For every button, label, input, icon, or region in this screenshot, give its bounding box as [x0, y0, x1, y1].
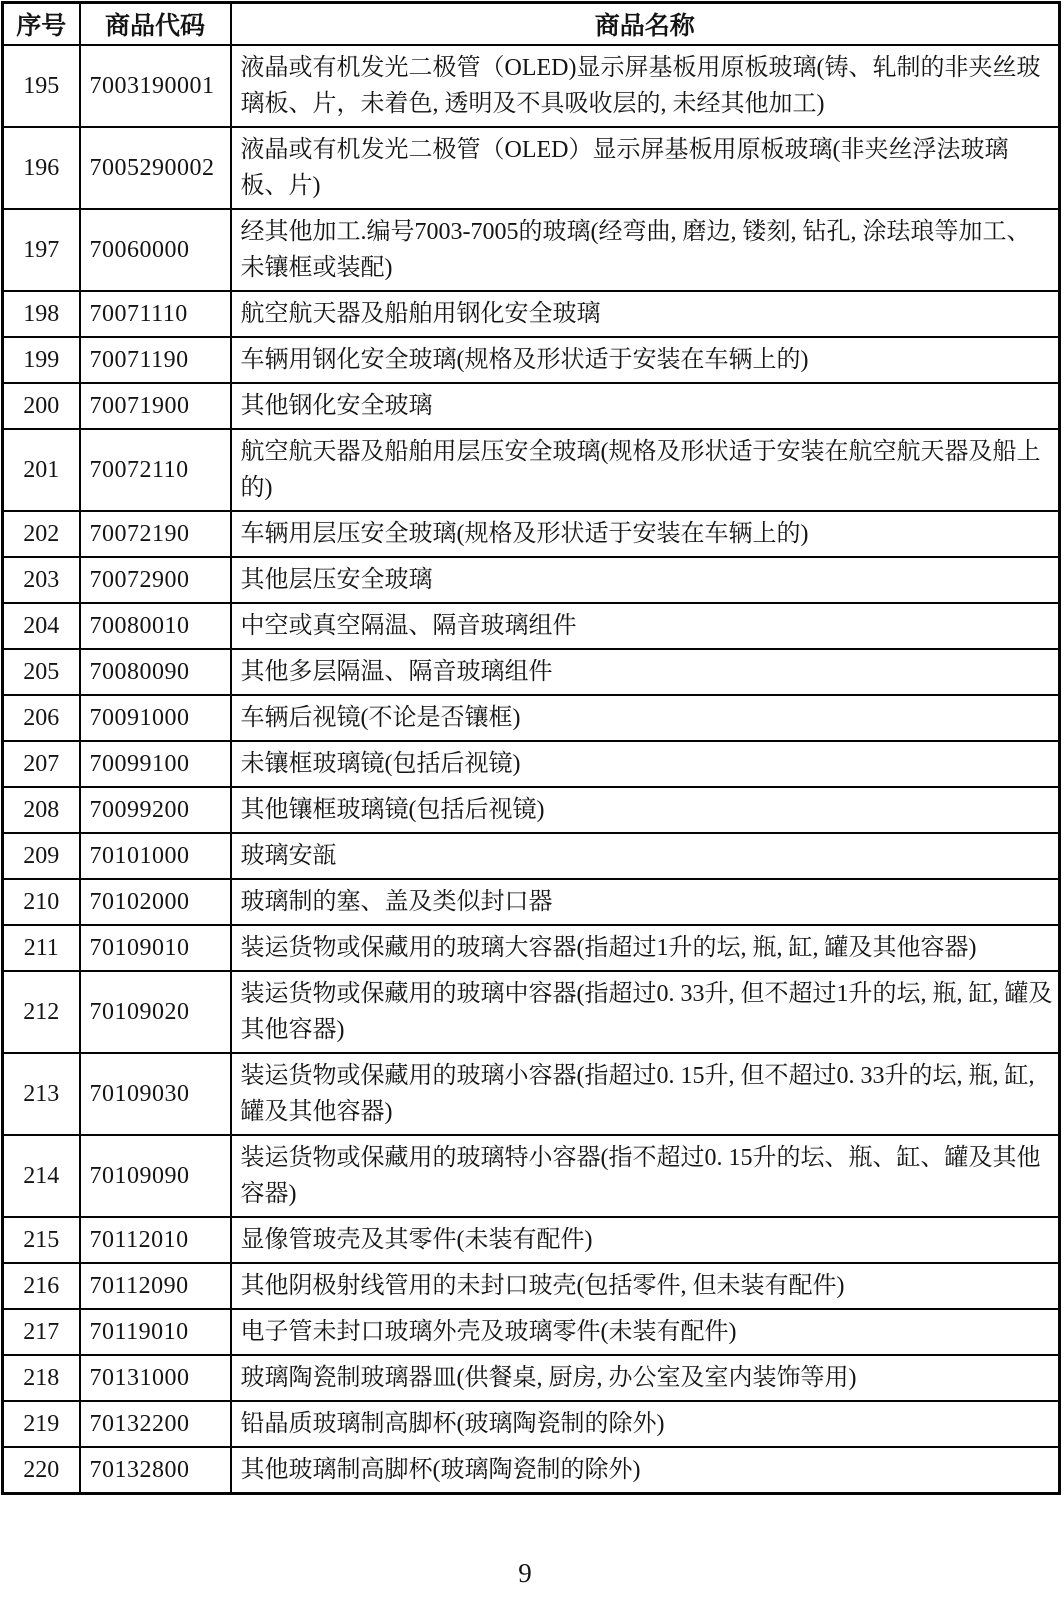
table-row [3, 971, 1060, 1053]
commodity-name-cell: 其他镶框玻璃镜(包括后视镜) [231, 787, 1060, 833]
table-row [3, 603, 1060, 649]
table-row [3, 383, 1060, 429]
commodity-code-cell: 70091000 [80, 695, 231, 741]
serial-number-cell: 195 [3, 45, 80, 127]
commodity-name-cell: 铅晶质玻璃制高脚杯(玻璃陶瓷制的除外) [231, 1401, 1060, 1447]
table-row [3, 925, 1060, 971]
commodity-code-cell: 70109010 [80, 925, 231, 971]
table-row [3, 1053, 1060, 1135]
serial-number-cell: 220 [3, 1447, 80, 1494]
serial-number-cell: 216 [3, 1263, 80, 1309]
commodity-code-cell: 70060000 [80, 209, 231, 291]
serial-number-cell: 208 [3, 787, 80, 833]
commodity-code-cell: 70080090 [80, 649, 231, 695]
commodity-code-cell: 70099100 [80, 741, 231, 787]
commodity-name-cell: 其他阴极射线管用的未封口玻壳(包括零件, 但未装有配件) [231, 1263, 1060, 1309]
commodity-name-cell: 车辆后视镜(不论是否镶框) [231, 695, 1060, 741]
commodity-code-cell: 70132200 [80, 1401, 231, 1447]
table-header-row [3, 3, 1060, 46]
commodity-code-cell: 70072900 [80, 557, 231, 603]
table-row [3, 695, 1060, 741]
serial-number-cell: 210 [3, 879, 80, 925]
commodity-code-cell: 70132800 [80, 1447, 231, 1494]
commodity-code-cell: 70071900 [80, 383, 231, 429]
commodity-code-cell: 70112010 [80, 1217, 231, 1263]
commodity-code-cell: 70072110 [80, 429, 231, 511]
serial-number-cell: 204 [3, 603, 80, 649]
commodity-code-cell: 7005290002 [80, 127, 231, 209]
commodity-name-cell: 其他层压安全玻璃 [231, 557, 1060, 603]
table-row [3, 1309, 1060, 1355]
commodity-code-cell: 70071110 [80, 291, 231, 337]
serial-number-cell: 201 [3, 429, 80, 511]
commodity-code-cell: 70109030 [80, 1053, 231, 1135]
serial-number-cell: 207 [3, 741, 80, 787]
commodity-name-cell: 中空或真空隔温、隔音玻璃组件 [231, 603, 1060, 649]
table-row [3, 1447, 1060, 1494]
serial-number-cell: 200 [3, 383, 80, 429]
table-row [3, 833, 1060, 879]
commodity-code-cell: 70101000 [80, 833, 231, 879]
commodity-name-cell: 航空航天器及船舶用钢化安全玻璃 [231, 291, 1060, 337]
table-row [3, 1263, 1060, 1309]
serial-number-cell: 211 [3, 925, 80, 971]
commodity-name-cell: 未镶框玻璃镜(包括后视镜) [231, 741, 1060, 787]
commodity-table [1, 1, 1061, 1495]
commodity-name-cell: 液晶或有机发光二极管（OLED）显示屏基板用原板玻璃(非夹丝浮法玻璃板、片) [231, 127, 1060, 209]
serial-number-cell: 206 [3, 695, 80, 741]
table-row [3, 1217, 1060, 1263]
table-row [3, 209, 1060, 291]
page-number: 9 [518, 1558, 532, 1588]
commodity-code-cell: 70131000 [80, 1355, 231, 1401]
table-row [3, 429, 1060, 511]
commodity-name-cell: 车辆用钢化安全玻璃(规格及形状适于安装在车辆上的) [231, 337, 1060, 383]
serial-number-cell: 213 [3, 1053, 80, 1135]
commodity-name-cell: 其他多层隔温、隔音玻璃组件 [231, 649, 1060, 695]
serial-number-cell: 214 [3, 1135, 80, 1217]
commodity-code-cell: 70109090 [80, 1135, 231, 1217]
commodity-name-cell: 经其他加工.编号7003-7005的玻璃(经弯曲, 磨边, 镂刻, 钻孔, 涂珐琅等加工、未镶框或装配) [231, 209, 1060, 291]
commodity-name-cell: 显像管玻壳及其零件(未装有配件) [231, 1217, 1060, 1263]
table-row [3, 337, 1060, 383]
table-header [3, 3, 1060, 46]
table-row [3, 291, 1060, 337]
serial-number-cell: 196 [3, 127, 80, 209]
commodity-name-cell: 装运货物或保藏用的玻璃特小容器(指不超过0. 15升的坛、瓶、缸、罐及其他容器) [231, 1135, 1060, 1217]
commodity-name-cell: 其他玻璃制高脚杯(玻璃陶瓷制的除外) [231, 1447, 1060, 1494]
commodity-name-cell: 装运货物或保藏用的玻璃大容器(指超过1升的坛, 瓶, 缸, 罐及其他容器) [231, 925, 1060, 971]
table-row [3, 787, 1060, 833]
commodity-name-cell: 玻璃制的塞、盖及类似封口器 [231, 879, 1060, 925]
commodity-code-cell: 70072190 [80, 511, 231, 557]
commodity-code-cell: 70102000 [80, 879, 231, 925]
table-row [3, 45, 1060, 127]
serial-number-cell: 205 [3, 649, 80, 695]
commodity-name-cell: 电子管未封口玻璃外壳及玻璃零件(未装有配件) [231, 1309, 1060, 1355]
serial-number-cell: 209 [3, 833, 80, 879]
serial-number-cell: 217 [3, 1309, 80, 1355]
serial-number-cell: 218 [3, 1355, 80, 1401]
header-serial-number: 序号 [3, 3, 80, 46]
serial-number-cell: 202 [3, 511, 80, 557]
table-body [3, 45, 1060, 1494]
commodity-name-cell: 装运货物或保藏用的玻璃中容器(指超过0. 33升, 但不超过1升的坛, 瓶, 缸, 罐及其他容器) [231, 971, 1060, 1053]
commodity-code-cell: 70071190 [80, 337, 231, 383]
commodity-name-cell: 玻璃陶瓷制玻璃器皿(供餐桌, 厨房, 办公室及室内装饰等用) [231, 1355, 1060, 1401]
commodity-name-cell: 其他钢化安全玻璃 [231, 383, 1060, 429]
commodity-name-cell: 液晶或有机发光二极管（OLED)显示屏基板用原板玻璃(铸、轧制的非夹丝玻璃板、片，未着色, 透明及不具吸收层的, 未经其他加工) [231, 45, 1060, 127]
header-commodity-code: 商品代码 [80, 3, 231, 46]
header-commodity-name: 商品名称 [231, 3, 1060, 46]
commodity-code-cell: 70080010 [80, 603, 231, 649]
commodity-code-cell: 7003190001 [80, 45, 231, 127]
commodity-name-cell: 航空航天器及船舶用层压安全玻璃(规格及形状适于安装在航空航天器及船上的) [231, 429, 1060, 511]
serial-number-cell: 198 [3, 291, 80, 337]
commodity-name-cell: 装运货物或保藏用的玻璃小容器(指超过0. 15升, 但不超过0. 33升的坛, 瓶, 缸, 罐及其他容器) [231, 1053, 1060, 1135]
serial-number-cell: 212 [3, 971, 80, 1053]
commodity-code-cell: 70099200 [80, 787, 231, 833]
serial-number-cell: 203 [3, 557, 80, 603]
table-row [3, 1135, 1060, 1217]
table-row [3, 511, 1060, 557]
table-row [3, 741, 1060, 787]
serial-number-cell: 219 [3, 1401, 80, 1447]
table-row [3, 649, 1060, 695]
serial-number-cell: 199 [3, 337, 80, 383]
commodity-code-cell: 70109020 [80, 971, 231, 1053]
table-row [3, 127, 1060, 209]
table-row [3, 557, 1060, 603]
table-row [3, 1401, 1060, 1447]
commodity-name-cell: 车辆用层压安全玻璃(规格及形状适于安装在车辆上的) [231, 511, 1060, 557]
table-row [3, 879, 1060, 925]
commodity-name-cell: 玻璃安瓿 [231, 833, 1060, 879]
serial-number-cell: 215 [3, 1217, 80, 1263]
serial-number-cell: 197 [3, 209, 80, 291]
table-row [3, 1355, 1060, 1401]
commodity-code-cell: 70119010 [80, 1309, 231, 1355]
commodity-code-cell: 70112090 [80, 1263, 231, 1309]
